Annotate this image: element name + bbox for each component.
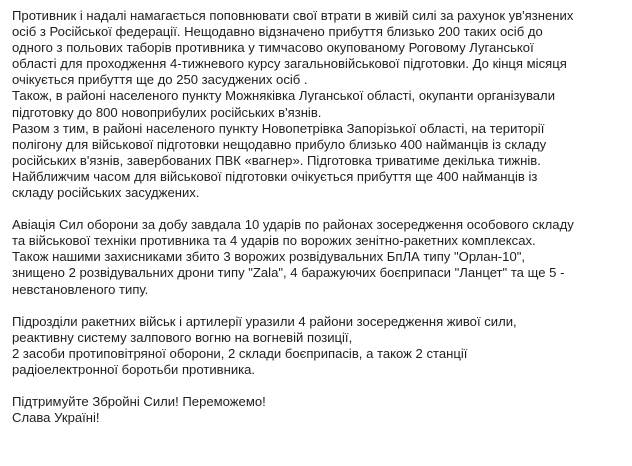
text-line: одного з польових таборів противника у тимчасово окупованому Роговому Луганської <box>12 40 534 56</box>
text-line: 2 засоби протиповітряної оборони, 2 склади боєприпасів, а також 2 станції <box>12 345 468 361</box>
text-line: складу російських засуджених. <box>12 185 200 201</box>
text-line: Підтримуйте Збройні Сили! Переможемо! <box>12 393 266 409</box>
text-line: Також нашими захисниками збито 3 ворожих розвідувальних БпЛА типу "Орлан-10", <box>12 249 526 265</box>
text-line: області для проходження 4-тижневого курсу загальновійськової підготовки. До кінця місяця <box>12 56 567 72</box>
text-line: Разом з тим, в районі населеного пункту Новопетрівка Запорізької області, на території <box>12 120 545 136</box>
post-text <box>12 8 624 426</box>
text-line: Найближчим часом для військової підготовки очікується прибуття ще 400 найманців із <box>12 168 538 184</box>
paragraph-training-mozhniakivka <box>12 88 624 201</box>
paragraph-artillery <box>12 314 624 378</box>
paragraph-aviation <box>12 217 624 297</box>
text-line: реактивну систему залпового вогню на вогневій позиції, <box>12 329 353 345</box>
text-line: та військової техніки противника та 4 ударів по ворожих зенітно-ракетних комплексах. <box>12 233 536 249</box>
text-line: Авіація Сил оборони за добу завдала 10 ударів по районах зосередження особового складу <box>12 217 574 233</box>
text-line: полігону для військової підготовки нещодавно прибуло близько 400 найманців із складу <box>12 136 547 152</box>
text-line: Противник і надалі намагається поповнювати свої втрати в живій силі за рахунок ув'язнених <box>12 8 574 23</box>
text-line: очікується прибуття ще до 250 засуджених осіб . <box>12 72 308 88</box>
text-line: підготовку до 800 новоприбулих російських в'язнів. <box>12 104 322 120</box>
text-line: Підрозділи ракетних військ і артилерії уразили 4 райони зосередження живої сили, <box>12 313 517 329</box>
text-line: Також, в районі населеного пункту Можняківка Луганської області, окупанти організували <box>12 88 556 104</box>
text-line: Слава Україні! <box>12 410 100 426</box>
text-line: знищено 2 розвідувальних дрони типу "Zala", 4 баражуючих боєприпаси "Ланцет" та ще 5 - <box>12 265 565 281</box>
paragraph-closing <box>12 394 624 426</box>
text-line: осіб з Російської федерації. Нещодавно відзначено прибуття близько 200 таких осіб до <box>12 24 543 40</box>
text-line: радіоелектронної боротьби противника. <box>12 361 256 377</box>
text-line: невстановленого типу. <box>12 281 149 297</box>
text-line: російських в'язнів, завербованих ПВК «вагнер». Підготовка триватиме декілька тижнів. <box>12 152 541 168</box>
paragraph-convicts-rohove <box>12 8 624 88</box>
